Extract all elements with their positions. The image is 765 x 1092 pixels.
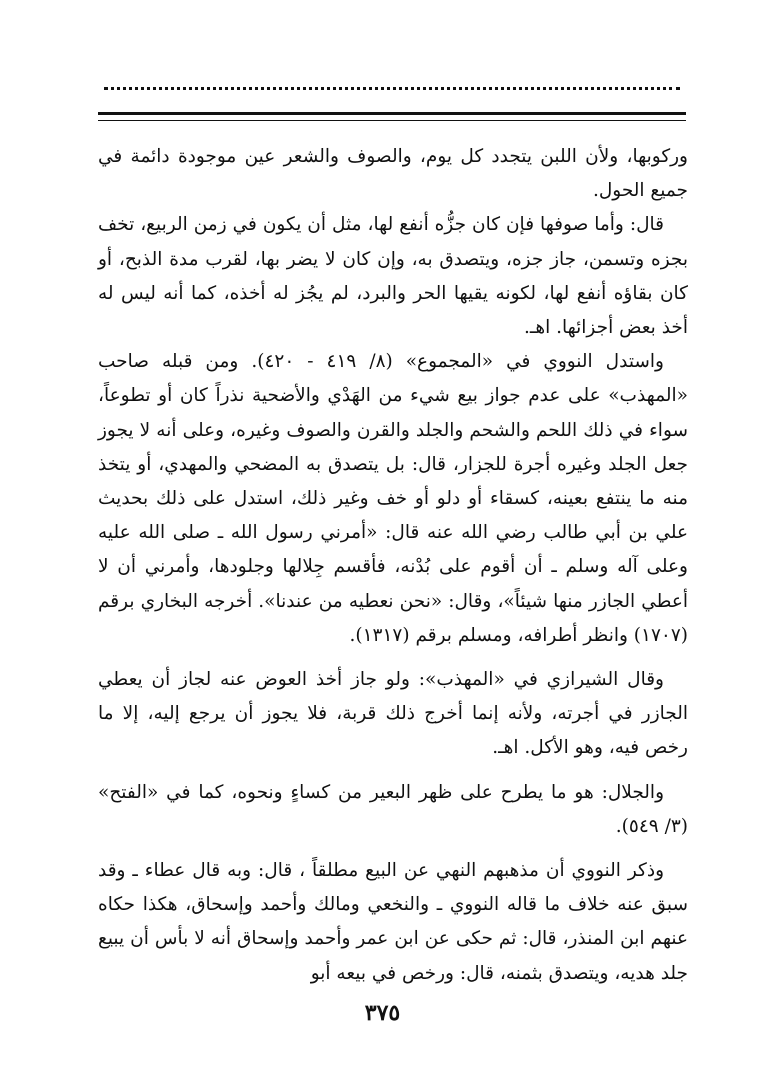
paragraph-2: قال: وأما صوفها فإن كان جزُّه أنفع لها، مثل أن يكون في زمن الربيع، تخف بجزه وتسمن، جاز جزه، ويتصدق به، وإن كان لا يضر بها، لقرب مدة الذبح، أو كان بقاؤه أنفع لها، لكونه يقيها الحر والبرد، لم يجُز له أخذه، كما أنه ليس له أخذ بعض أجزائها. اهـ. [98,214,688,339]
header-dotted-line [104,76,680,90]
paragraph-4: وقال الشيرازي في «المهذب»: ولو جاز أخذ العوض عنه لجاز أن يعطي الجازر في أجرته، ولأنه إنما أخرج ذلك قربة، فلا يجوز أن يرجع إليه، إلا ما رخص فيه، وهو الأكل. اهـ. [98,669,688,759]
page-number: ٣٧٥ [364,1000,401,1026]
paragraph-5: والجلال: هو ما يطرح على ظهر البعير من كساءٍ ونحوه، كما في «الفتح» (٣/ ٥٤٩). [98,781,688,837]
main-text [98,140,688,991]
paragraph-6: وذكر النووي أن مذهبهم النهي عن البيع مطلقاً ، قال: وبه قال عطاء ـ وقد سبق عنه خلاف ما قاله النووي ـ والنخعي ومالك وأحمد وإسحاق، هكذا حكاه عنهم ابن المنذر، قال: ثم حكى عن ابن عمر وأحمد وإسحاق أنه لا بأس أن يبيع جلد هديه، ويتصدق بثمنه، قال: ورخص في بيعه أبو [98,860,688,984]
header-rule-thin [98,120,686,121]
paragraph-3: واستدل النووي في «المجموع» (٨/ ٤١٩ - ٤٢٠). ومن قبله صاحب «المهذب» على عدم جواز بيع شيء من الهَدْي والأضحية نذراً كان أو تطوعاً، سواء في ذلك اللحم والشحم والجلد والقرن والصوف وغيره، وعلى أنه لا يجوز جعل الجلد وغيره أجرة للجزار، قال: بل يتصدق به المضحي والمهدي، أو يتخذ منه ما ينتفع بعينه، كسقاء أو دلو أو خف وغير ذلك، استدل على ذلك بحديث علي بن أبي طالب رضي الله عنه قال: «أمرني رسول الله ـ صلى الله عليه وعلى آله وسلم ـ أن أقوم على بُدْنه، فأقسم جِلالها وجلودها، وأمرني أن لا أعطي الجازر منها شيئاً»، وقال: «نحن نعطيه من عندنا». أخرجه البخاري برقم (١٧٠٧) وانظر أطرافه، ومسلم برقم (١٣١٧). [98,351,688,646]
paragraph-1: وركوبها، ولأن اللبن يتجدد كل يوم، والصوف والشعر عين موجودة دائمة في جميع الحول. [98,146,688,202]
header-rule-thick [98,112,686,115]
